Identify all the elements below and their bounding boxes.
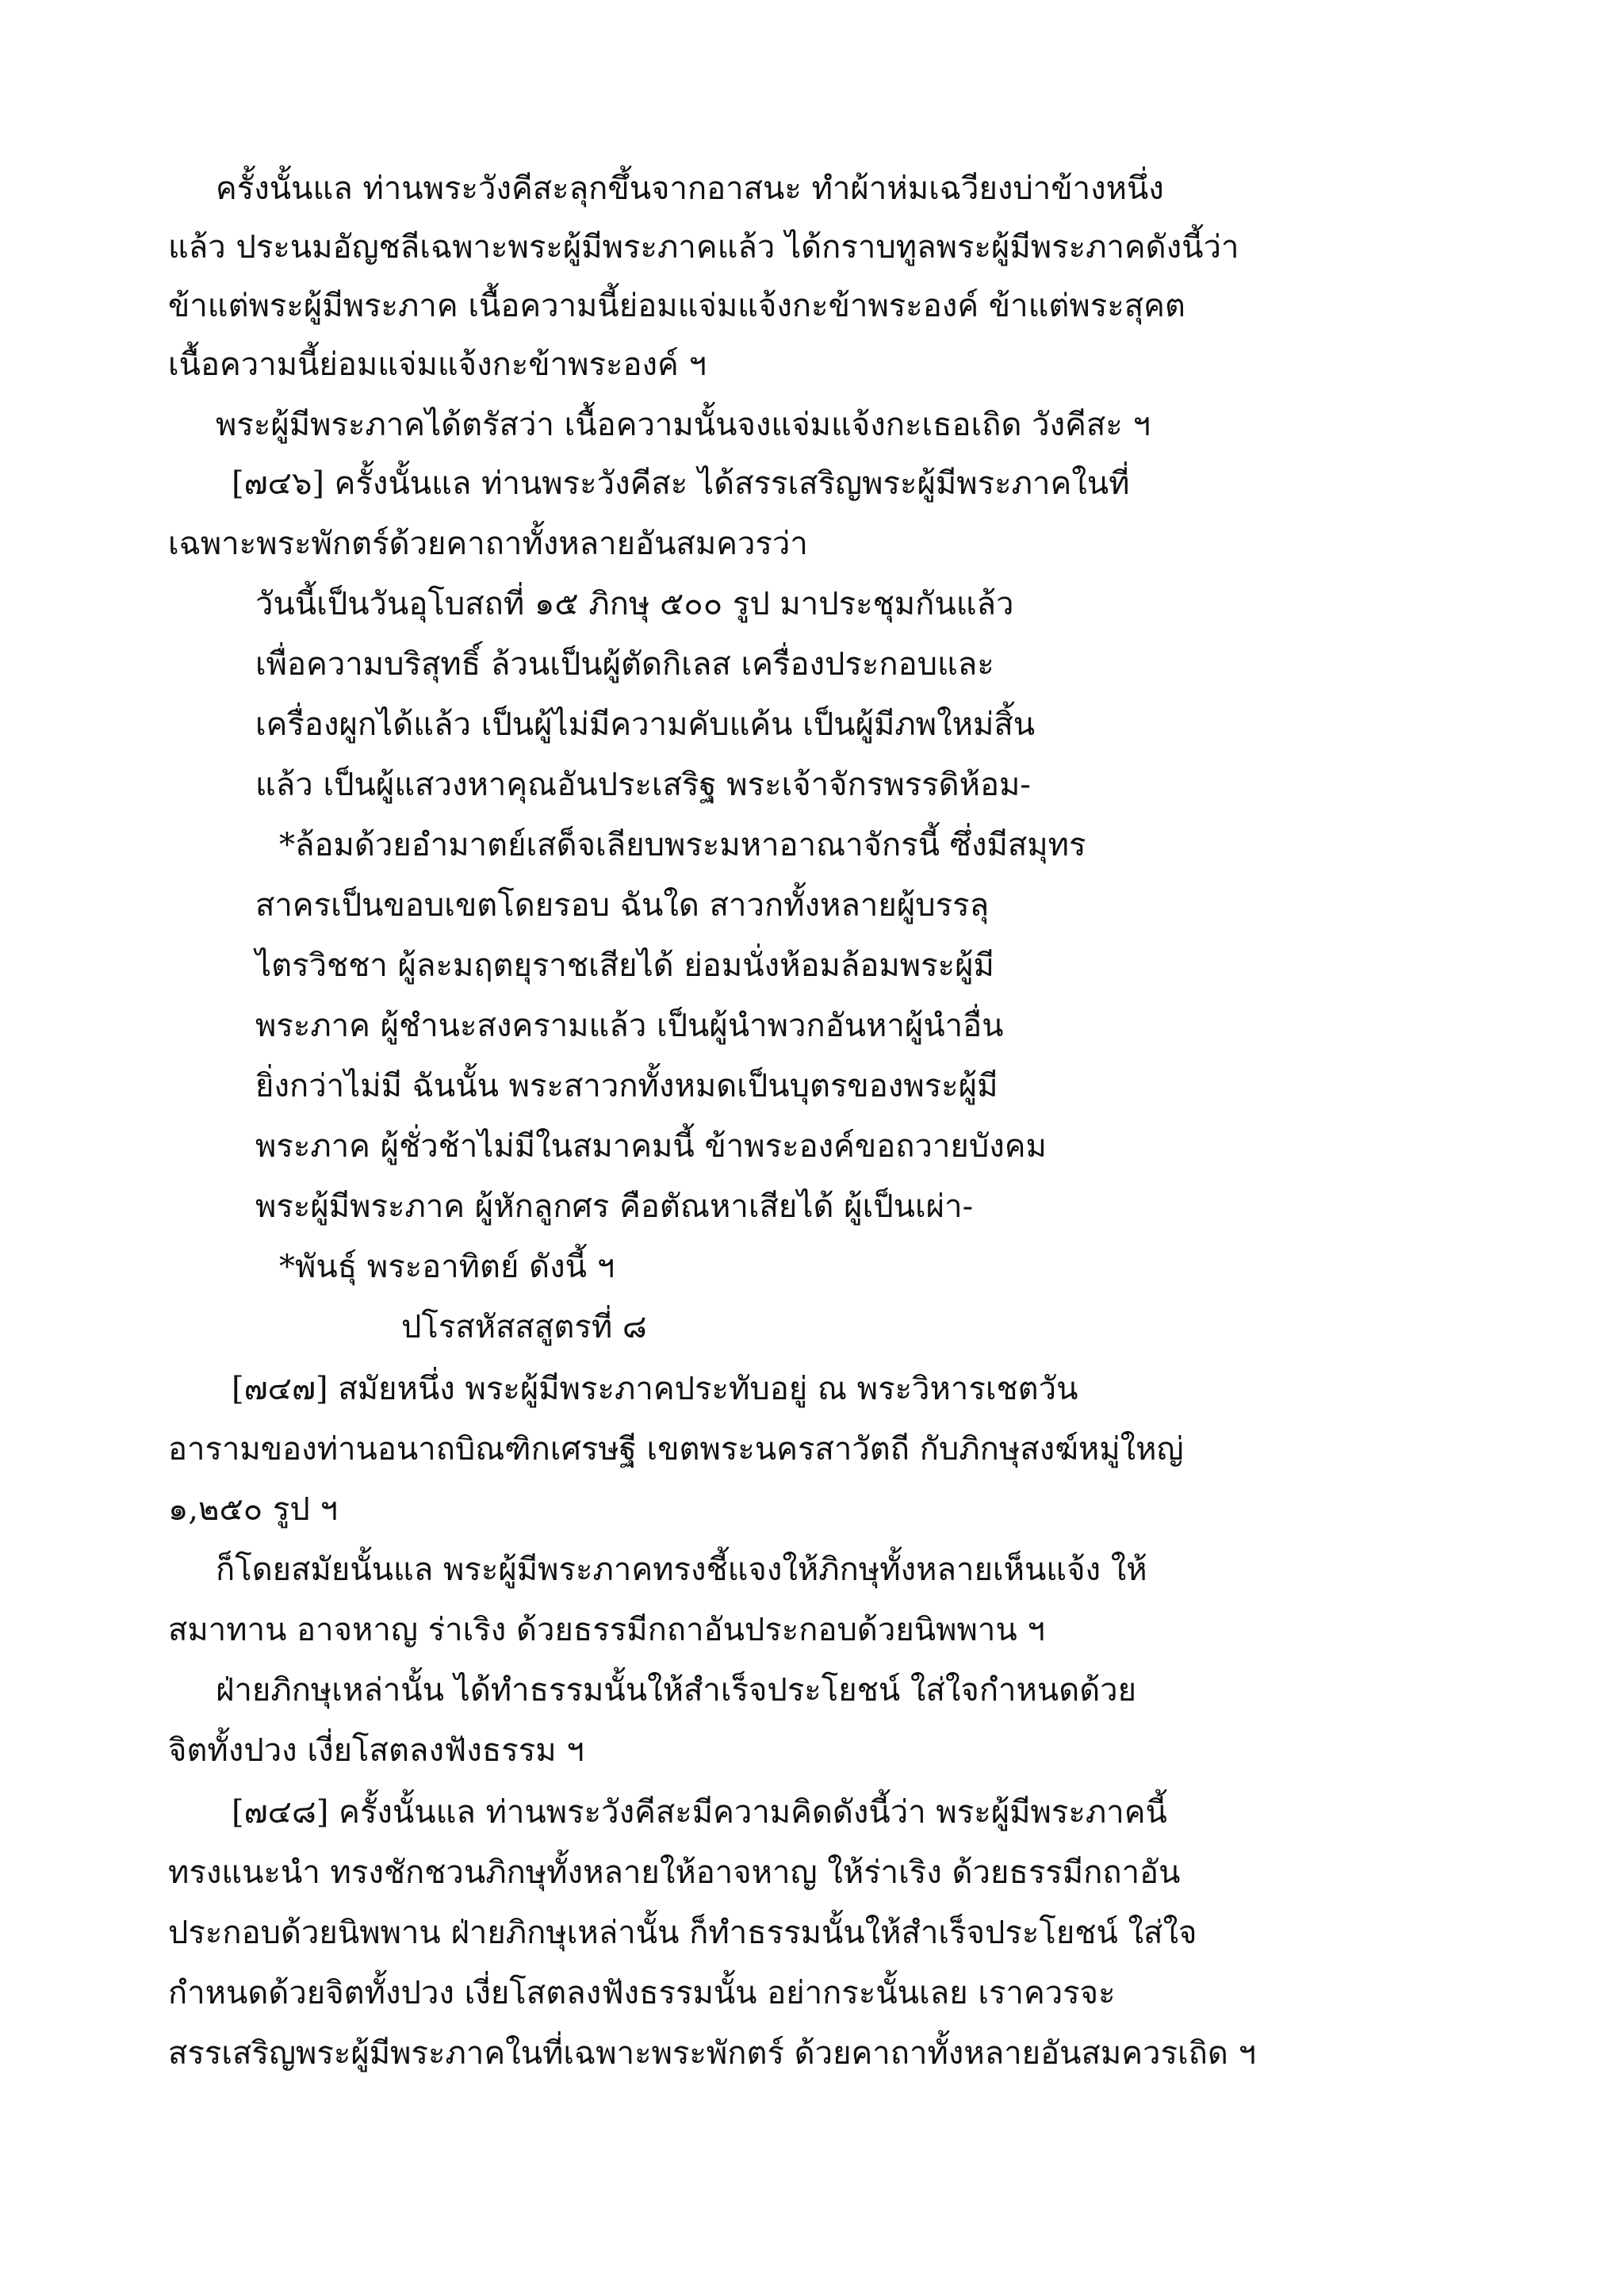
verse-line: *ล้อมด้วยอำมาตย์เสด็จเลียบพระมหาอาณาจักรนี้ ซึ่งมีสมุทร [279,827,1086,863]
paragraph-line: อารามของท่านอนาถบิณฑิกเศรษฐี เขตพระนครสาวัตถี กับภิกษุสงฆ์หมู่ใหญ่ [168,1431,1184,1468]
verse-line: แล้ว เป็นผู้แสวงหาคุณอันประเสริฐ พระเจ้าจักรพรรดิห้อม- [255,767,1031,803]
paragraph-line: ๑,๒๕๐ รูป ฯ [168,1491,338,1528]
verse-line: ไตรวิชชา ผู้ละมฤตยุราชเสียได้ ย่อมนั่งห้อมล้อมพระผู้มี [255,947,994,984]
section-748-line: [๗๔๘] ครั้งนั้นแล ท่านพระวังคีสะมีความคิดดังนี้ว่า พระผู้มีพระภาคนี้ [232,1794,1167,1831]
paragraph-line: ทรงแนะนำ ทรงชักชวนภิกษุทั้งหลายให้อาจหาญ ให้ร่าเริง ด้วยธรรมีกถาอัน [168,1854,1181,1891]
section-747-line: [๗๔๗] สมัยหนึ่ง พระผู้มีพระภาคประทับอยู่ ณ พระวิหารเชตวัน [232,1371,1078,1407]
verse-line: วันนี้เป็นวันอุโบสถที่ ๑๕ ภิกษุ ๕๐๐ รูป มาประชุมกันแล้ว [255,586,1014,622]
paragraph-line: ครั้งนั้นแล ท่านพระวังคีสะลุกขึ้นจากอาสนะ ทำผ้าห่มเฉวียงบ่าข้างหนึ่ง [216,170,1164,207]
paragraph-line: จิตทั้งปวง เงี่ยโสตลงฟังธรรม ฯ [168,1732,584,1769]
paragraph-line: แล้ว ประนมอัญชลีเฉพาะพระผู้มีพระภาคแล้ว ได้กราบทูลพระผู้มีพระภาคดังนี้ว่า [168,229,1239,266]
paragraph-line: เฉพาะพระพักตร์ด้วยคาถาทั้งหลายอันสมควรว่า [168,526,808,562]
sutta-title: ปโรสหัสสสูตรที่ ๘ [401,1309,647,1345]
verse-line: *พันธุ์ พระอาทิตย์ ดังนี้ ฯ [279,1249,615,1285]
paragraph-line: สรรเสริญพระผู้มีพระภาคในที่เฉพาะพระพักตร์ ด้วยคาถาทั้งหลายอันสมควรเถิด ฯ [168,2035,1257,2072]
paragraph-line: สมาทาน อาจหาญ ร่าเริง ด้วยธรรมีกถาอันประกอบด้วยนิพพาน ฯ [168,1612,1045,1648]
verse-line: เพื่อความบริสุทธิ์ ล้วนเป็นผู้ตัดกิเลส เครื่องประกอบและ [255,646,994,683]
paragraph-line: ประกอบด้วยนิพพาน ฝ่ายภิกษุเหล่านั้น ก็ทำธรรมนั้นให้สำเร็จประโยชน์ ใส่ใจ [168,1915,1197,1951]
paragraph-line: ฝ่ายภิกษุเหล่านั้น ได้ทำธรรมนั้นให้สำเร็จประโยชน์ ใส่ใจกำหนดด้วย [216,1672,1137,1709]
verse-line: พระผู้มีพระภาค ผู้หักลูกศร คือตัณหาเสียได้ ผู้เป็นเผ่า- [255,1188,974,1225]
paragraph-line: ก็โดยสมัยนั้นแล พระผู้มีพระภาคทรงชี้แจงให้ภิกษุทั้งหลายเห็นแจ้ง ให้ [216,1552,1147,1588]
paragraph-line: กำหนดด้วยจิตทั้งปวง เงี่ยโสตลงฟังธรรมนั้น อย่ากระนั้นเลย เราควรจะ [168,1975,1116,2011]
verse-line: พระภาค ผู้ชั่วช้าไม่มีในสมาคมนี้ ข้าพระองค์ขอถวายบังคม [255,1128,1047,1165]
paragraph-line: เนื้อความนี้ย่อมแจ่มแจ้งกะข้าพระองค์ ฯ [168,346,707,383]
verse-line: พระภาค ผู้ชำนะสงครามแล้ว เป็นผู้นำพวกอันหาผู้นำอื่น [255,1008,1004,1044]
verse-line: สาครเป็นขอบเขตโดยรอบ ฉันใด สาวกทั้งหลายผู้บรรลุ [255,887,990,924]
section-740-line: [๗๔๖] ครั้งนั้นแล ท่านพระวังคีสะ ได้สรรเสริญพระผู้มีพระภาคในที่ [232,465,1130,502]
paragraph-line: พระผู้มีพระภาคได้ตรัสว่า เนื้อความนั้นจงแจ่มแจ้งกะเธอเถิด วังคีสะ ฯ [216,407,1151,443]
paragraph-line: ข้าแต่พระผู้มีพระภาค เนื้อความนี้ย่อมแจ่มแจ้งกะข้าพระองค์ ข้าแต่พระสุคต [168,288,1185,324]
verse-line: ยิ่งกว่าไม่มี ฉันนั้น พระสาวกทั้งหมดเป็นบุตรของพระผู้มี [255,1068,998,1104]
verse-line: เครื่องผูกได้แล้ว เป็นผู้ไม่มีความคับแค้น เป็นผู้มีภพใหม่สิ้น [255,706,1036,743]
